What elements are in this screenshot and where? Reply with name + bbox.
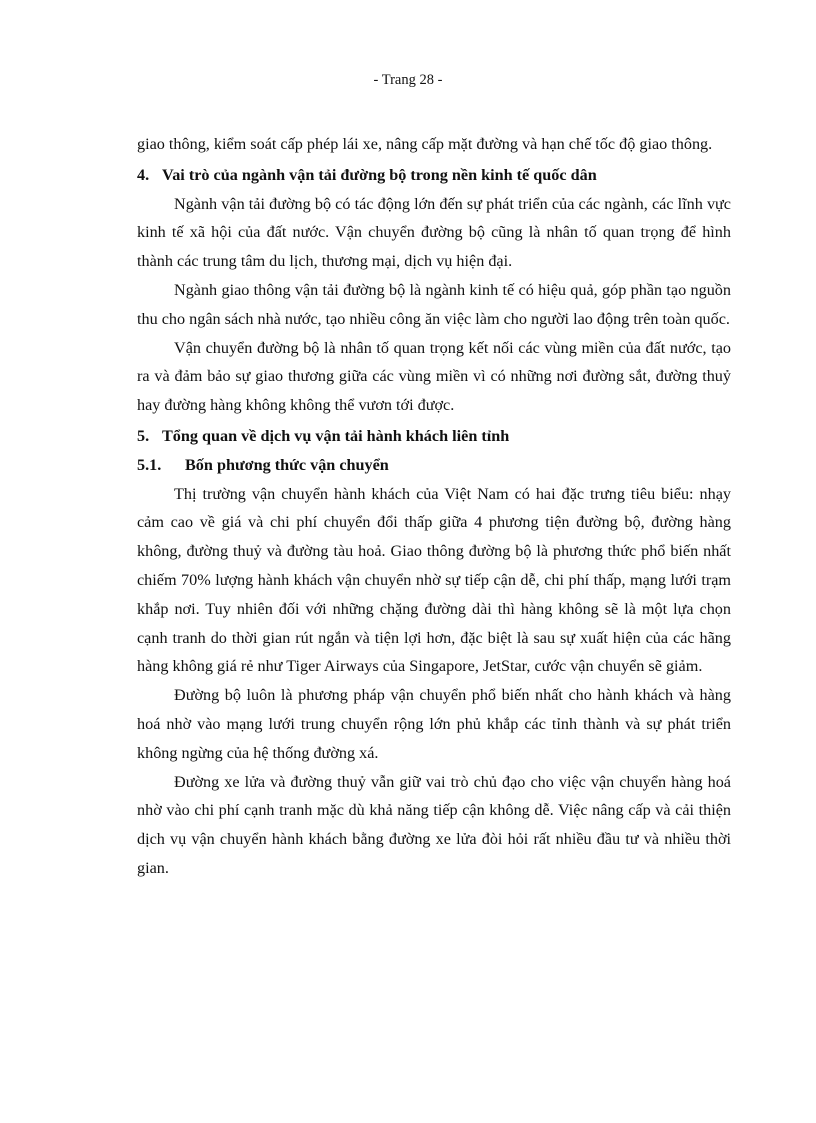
section-4-number: 4.: [137, 165, 150, 184]
section-5-1-heading: [137, 451, 731, 480]
intro-continuation-paragraph: giao thông, kiểm soát cấp phép lái xe, nâng cấp mặt đường và hạn chế tốc độ giao thông.: [137, 135, 713, 153]
document-body: [137, 130, 731, 883]
section-4-paragraph: Ngành vận tải đường bộ có tác động lớn đến sự phát triển của các ngành, các lĩnh vực kinh tế xã hội của đất nước. Vận chuyển đường bộ cũng là nhân tố quan trọng để hình thành các trung tâm du lịch, thương mại, dịch vụ hiện đại.: [137, 194, 731, 271]
page-number-header: - Trang 28 -: [373, 72, 443, 88]
section-5-1-paragraph: Đường xe lửa và đường thuỷ vẫn giữ vai trò chủ đạo cho việc vận chuyển hàng hoá nhờ vào chi phí cạnh tranh mặc dù khả năng tiếp cận không dễ. Việc nâng cấp và cải thiện dịch vụ vận chuyển hành khách bằng đường xe lửa đòi hỏi rất nhiều đầu tư và nhiều thời gian.: [137, 772, 731, 877]
section-5-1-title: Bốn phương thức vận chuyển: [185, 455, 389, 474]
section-4-paragraph: Ngành giao thông vận tải đường bộ là ngành kinh tế có hiệu quả, góp phần tạo nguồn thu cho ngân sách nhà nước, tạo nhiều công ăn việc làm cho người lao động trên toàn quốc.: [137, 280, 731, 328]
section-4-heading: [137, 161, 731, 190]
section-5-number: 5.: [137, 426, 150, 445]
section-4-paragraph: Vận chuyển đường bộ là nhân tố quan trọng kết nối các vùng miền của đất nước, tạo ra và đảm bảo sự giao thương giữa các vùng miền vì có những nơi đường sắt, đường thuỷ hay đường hàng không không thể vươn tới được.: [137, 338, 731, 415]
section-4-title: Vai trò của ngành vận tải đường bộ trong nền kinh tế quốc dân: [162, 165, 597, 184]
section-5-1-paragraph: Thị trường vận chuyển hành khách của Việt Nam có hai đặc trưng tiêu biểu: nhạy cảm cao về giá và chi phí chuyển đổi thấp giữa 4 phương tiện đường bộ, đường hàng không, đường thuỷ và đường tàu hoả. Giao thông đường bộ là phương thức phổ biến nhất chiếm 70% lượng hành khách vận chuyển nhờ sự tiếp cận dễ, chi phí thấp, mạng lưới trạm khắp nơi. Tuy nhiên đối với những chặng đường dài thì hàng không sẽ là một lựa chọn cạnh tranh do thời gian rút ngắn và tiện lợi hơn, đặc biệt là sau sự xuất hiện của các hãng hàng không giá rẻ như Tiger Airways của Singapore, JetStar, cước vận chuyển sẽ giảm.: [137, 484, 731, 676]
section-5-1-paragraph: Đường bộ luôn là phương pháp vận chuyển phổ biến nhất cho hành khách và hàng hoá nhờ vào mạng lưới trung chuyển rộng lớn phủ khắp các tỉnh thành và sự phát triển không ngừng của hệ thống đường xá.: [137, 686, 731, 762]
section-5-title: Tổng quan về dịch vụ vận tải hành khách liên tỉnh: [162, 426, 510, 445]
section-5-1-number: 5.1.: [137, 455, 162, 474]
section-5-heading: [137, 422, 731, 451]
